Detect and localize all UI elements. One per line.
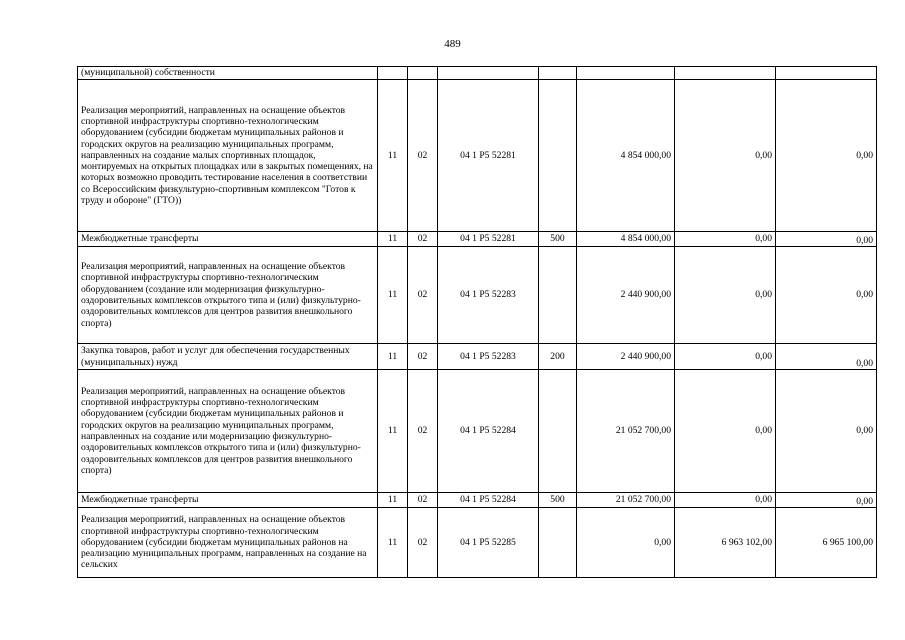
row-subsection: 02 — [408, 344, 438, 370]
row-amount-year-1: 21 052 700,00 — [577, 493, 675, 508]
row-amount-year-1: 2 440 900,00 — [577, 344, 675, 370]
row-amount-year-2: 0,00 — [675, 344, 776, 370]
row-section: 11 — [378, 344, 408, 370]
table-row — [78, 344, 877, 370]
row-name: Реализация мероприятий, направленных на оснащение объектов спортивной инфраструктуры спортивно-технологическим оборудованием (субсидии бюджетам муниципальных районов на реализацию муниципальных программ, направленных на создание на сельских — [78, 508, 378, 578]
row-target-article: 04 1 P5 52284 — [438, 370, 539, 493]
row-name: Реализация мероприятий, направленных на оснащение объектов спортивной инфраструктуры спортивно-технологическим оборудованием (субсидии бюджетам муниципальных районов и городских округов на реализацию муниципальных программ, направленных на создание или модернизацию физкультурно-оздоровительных комплексов открытого типа и (или) физкультурно-оздоровительных комплексов для центров развития внешкольного спорта) — [78, 370, 378, 493]
row-amount-year-3: 0,00 — [776, 344, 877, 370]
row-target-article — [438, 67, 539, 80]
budget-table — [77, 66, 877, 578]
row-amount-year-3: 0,00 — [776, 232, 877, 247]
row-amount-year-1: 4 854 000,00 — [577, 80, 675, 232]
row-amount-year-2: 6 963 102,00 — [675, 508, 776, 578]
table-row — [78, 80, 877, 232]
row-amount-year-3: 6 965 100,00 — [776, 508, 877, 578]
row-section: 11 — [378, 493, 408, 508]
row-section: 11 — [378, 370, 408, 493]
row-amount-year-2: 0,00 — [675, 247, 776, 344]
row-subsection: 02 — [408, 493, 438, 508]
table-row — [78, 247, 877, 344]
row-name: Реализация мероприятий, направленных на оснащение объектов спортивной инфраструктуры спортивно-технологическим оборудованием (создание или модернизация физкультурно-оздоровительных комплексов открытого типа и (или) физкультурно-оздоровительных комплексов для центров развития внешкольного спорта) — [78, 247, 378, 344]
row-amount-year-2: 0,00 — [675, 80, 776, 232]
row-target-article: 04 1 P5 52285 — [438, 508, 539, 578]
row-section: 11 — [378, 247, 408, 344]
row-name: (муниципальной) собственности — [78, 67, 378, 80]
row-subsection: 02 — [408, 247, 438, 344]
row-name: Межбюджетные трансферты — [78, 493, 378, 508]
row-expense-type — [539, 508, 577, 578]
row-amount-year-3: 0,00 — [776, 247, 877, 344]
row-name: Межбюджетные трансферты — [78, 232, 378, 247]
row-amount-year-3: 0,00 — [776, 493, 877, 508]
row-amount-year-3: 0,00 — [776, 80, 877, 232]
row-expense-type: 200 — [539, 344, 577, 370]
row-amount-year-3: 0,00 — [776, 370, 877, 493]
row-amount-year-1: 4 854 000,00 — [577, 232, 675, 247]
row-section: 11 — [378, 80, 408, 232]
row-amount-year-1: 2 440 900,00 — [577, 247, 675, 344]
row-target-article: 04 1 P5 52283 — [438, 344, 539, 370]
table-row — [78, 370, 877, 493]
row-subsection: 02 — [408, 80, 438, 232]
table-row — [78, 508, 877, 578]
row-name: Реализация мероприятий, направленных на оснащение объектов спортивной инфраструктуры спортивно-технологическим оборудованием (субсидии бюджетам муниципальных районов и городских округов на реализацию муниципальных программ, направленных на создание малых спортивных площадок, монтируемых на открытых площадках или в закрытых помещениях, на которых возможно проводить тестирование населения в соответствии со Всероссийским физкультурно-спортивным комплексом "Готов к труду и обороне" (ГТО)) — [78, 80, 378, 232]
row-target-article: 04 1 P5 52281 — [438, 232, 539, 247]
row-amount-year-3 — [776, 67, 877, 80]
row-subsection: 02 — [408, 370, 438, 493]
row-amount-year-1: 21 052 700,00 — [577, 370, 675, 493]
row-name: Закупка товаров, работ и услуг для обеспечения государственных (муниципальных) нужд — [78, 344, 378, 370]
row-target-article: 04 1 P5 52284 — [438, 493, 539, 508]
page-number: 489 — [444, 38, 461, 50]
row-amount-year-2 — [675, 67, 776, 80]
row-expense-type — [539, 247, 577, 344]
row-amount-year-1 — [577, 67, 675, 80]
row-target-article: 04 1 P5 52281 — [438, 80, 539, 232]
row-expense-type: 500 — [539, 493, 577, 508]
row-section: 11 — [378, 232, 408, 247]
row-target-article: 04 1 P5 52283 — [438, 247, 539, 344]
row-expense-type — [539, 67, 577, 80]
row-section: 11 — [378, 508, 408, 578]
row-amount-year-2: 0,00 — [675, 370, 776, 493]
table-row — [78, 493, 877, 508]
row-subsection: 02 — [408, 232, 438, 247]
row-amount-year-2: 0,00 — [675, 493, 776, 508]
row-subsection: 02 — [408, 508, 438, 578]
table-row — [78, 67, 877, 80]
row-subsection — [408, 67, 438, 80]
row-expense-type: 500 — [539, 232, 577, 247]
table-row — [78, 232, 877, 247]
row-amount-year-1: 0,00 — [577, 508, 675, 578]
row-expense-type — [539, 80, 577, 232]
row-section — [378, 67, 408, 80]
row-expense-type — [539, 370, 577, 493]
row-amount-year-2: 0,00 — [675, 232, 776, 247]
